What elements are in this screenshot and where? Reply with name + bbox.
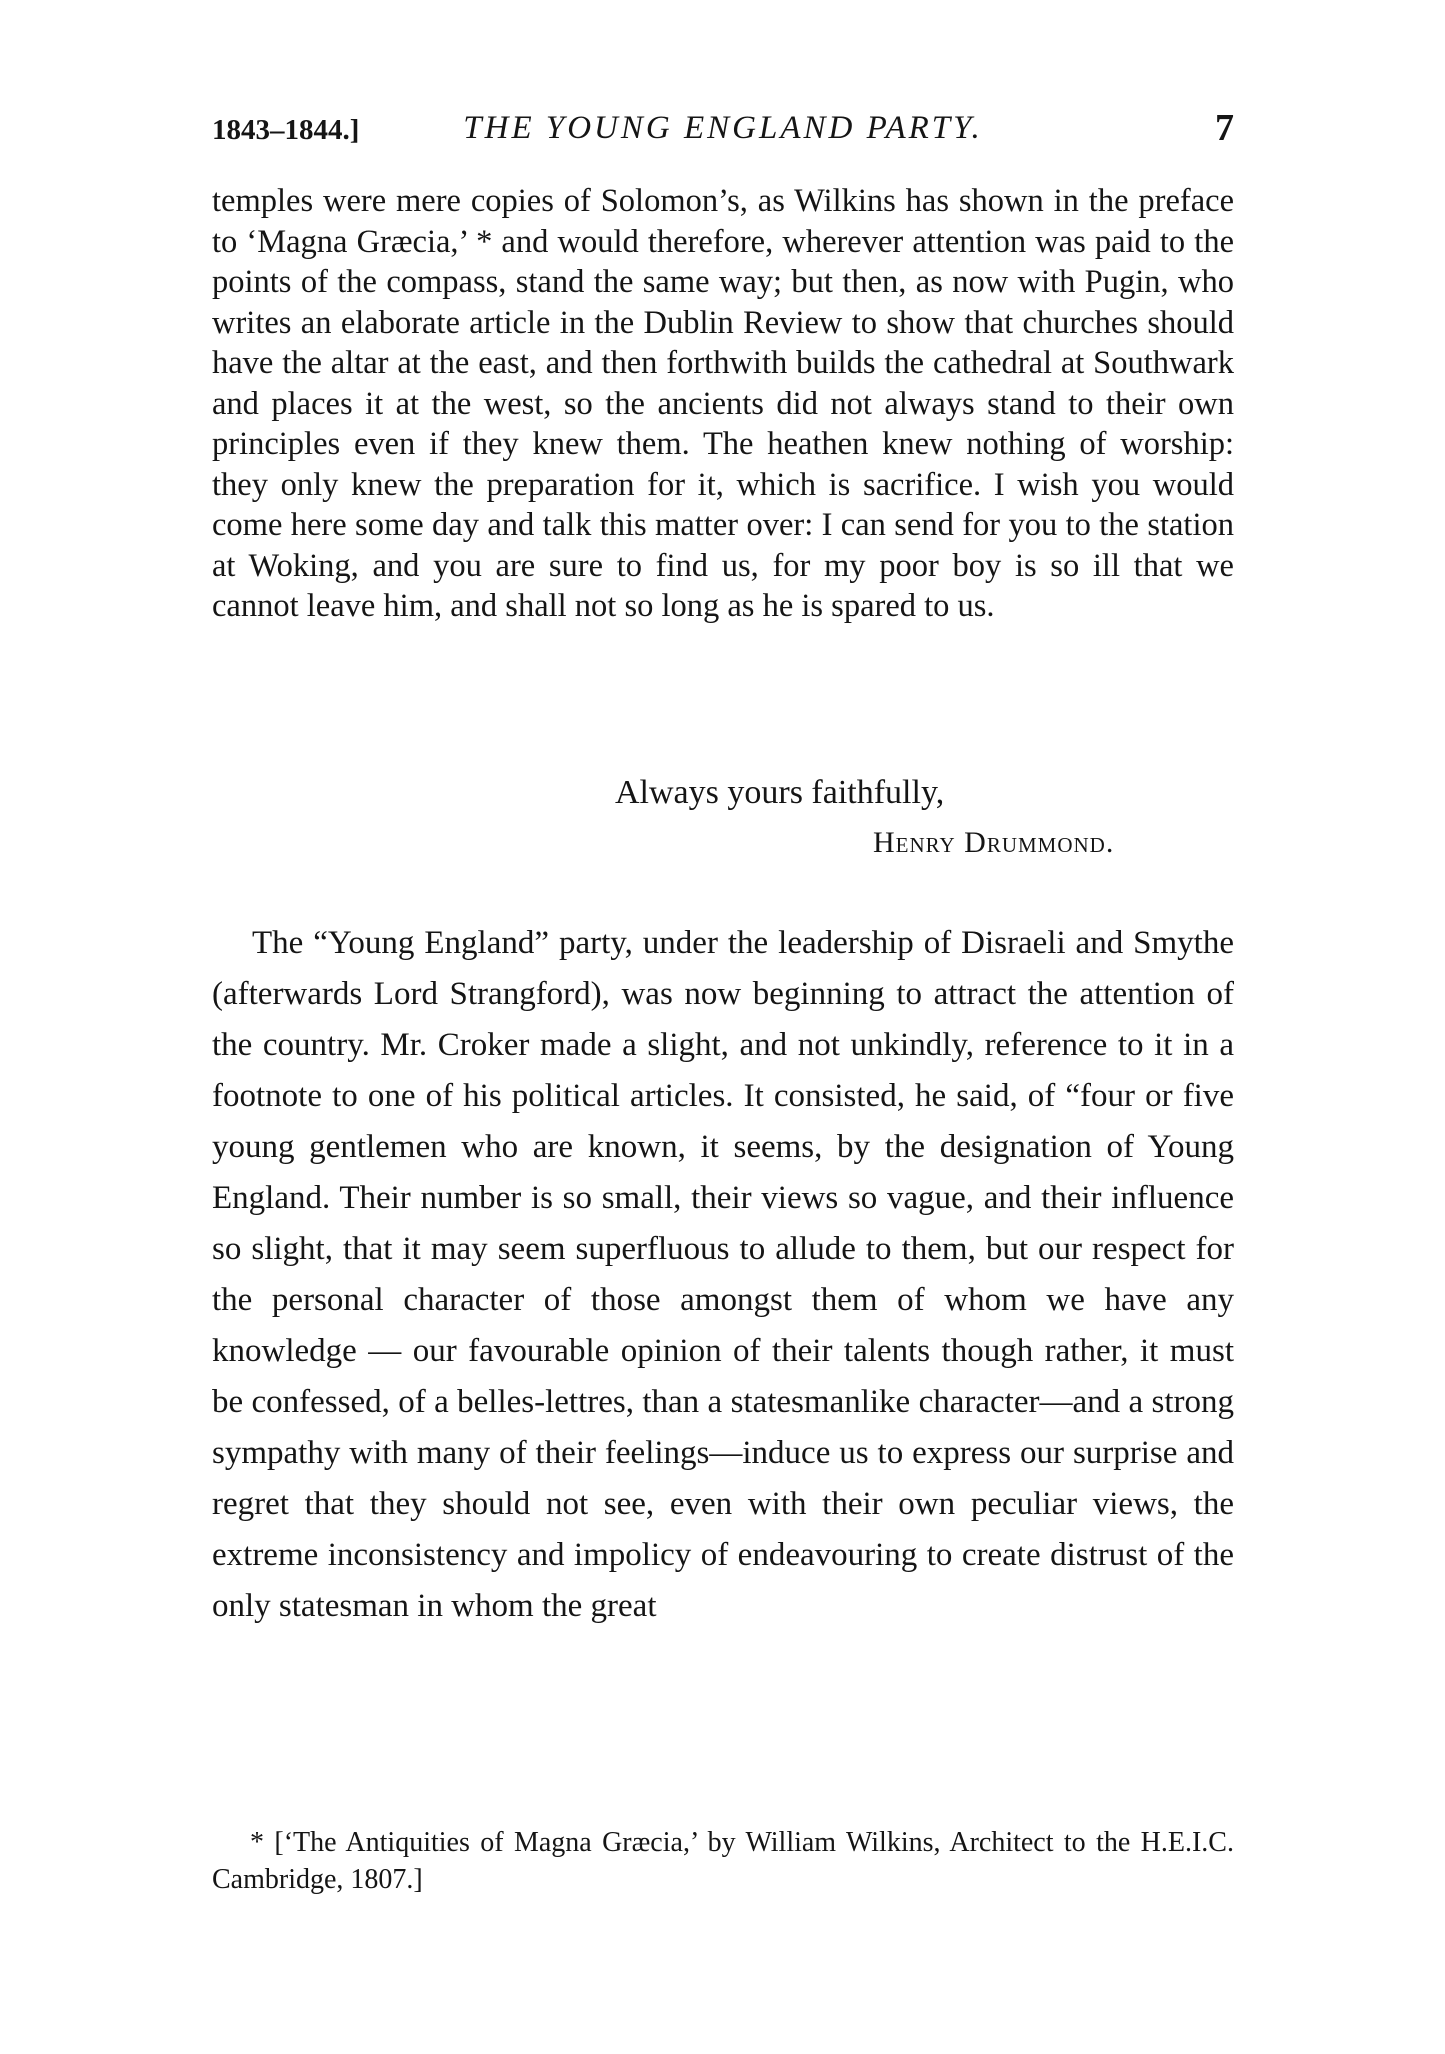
letter-body: temples were mere copies of Solomon’s, as Wilkins has shown in the preface to ‘Magna Græcia,’ * and would therefore, wherever attention was paid to the points of the compass, stand the same way; but then, as now with Pugin, who writes an elaborate article in the Dublin Review to show that churches should have the altar at the east, and then forthwith builds the cathedral at Southwark and places it at the west, so the ancients did not always stand to their own principles even if they knew them. The heathen knew nothing of worship: they only knew the preparation for it, which is sacrifice. I wish you would come here some day and talk this matter over: I can send for you to the station at Woking, and you are sure to find us, for my poor boy is so ill that we cannot leave him, and shall not so long as he is spared to us. [212,183,1234,624]
running-header [212,104,1234,154]
page-number: 7 [1215,107,1234,149]
narrative-text [212,918,1234,1632]
letter-closing: Always yours faithfully, [615,774,945,811]
letter-signature: Henry Drummond. [873,826,1115,859]
letter-continuation [212,181,1234,627]
footnote-text: * [‘The Antiquities of Magna Græcia,’ by William Wilkins, Architect to the H.E.I.C. Cambridge, 1807.] [212,1827,1234,1895]
footnote [212,1824,1234,1898]
running-title: THE YOUNG ENGLAND PARTY. [463,110,983,146]
header-years: 1843–1844.] [212,114,360,146]
narrative-paragraph: The “Young England” party, under the leadership of Disraeli and Smythe (afterwards Lord Strangford), was now beginning to attract the attention of the country. Mr. Croker made a slight, and not unkindly, reference to it in a footnote to one of his political articles. It consisted, he said, of “four or five young gentlemen who are known, it seems, by the designation of Young England. Their number is so small, their views so vague, and their influence so slight, that it may seem superfluous to allude to them, but our respect for the personal character of those amongst them of whom we have any knowledge — our favourable opinion of their talents though rather, it must be confessed, of a belles-lettres, than a statesmanlike character—and a strong sympathy with many of their feelings—induce us to express our surprise and regret that they should not see, even with their own peculiar views, the extreme inconsistency and impolicy of endeavouring to create distrust of the only statesman in whom the great [212,925,1234,1624]
